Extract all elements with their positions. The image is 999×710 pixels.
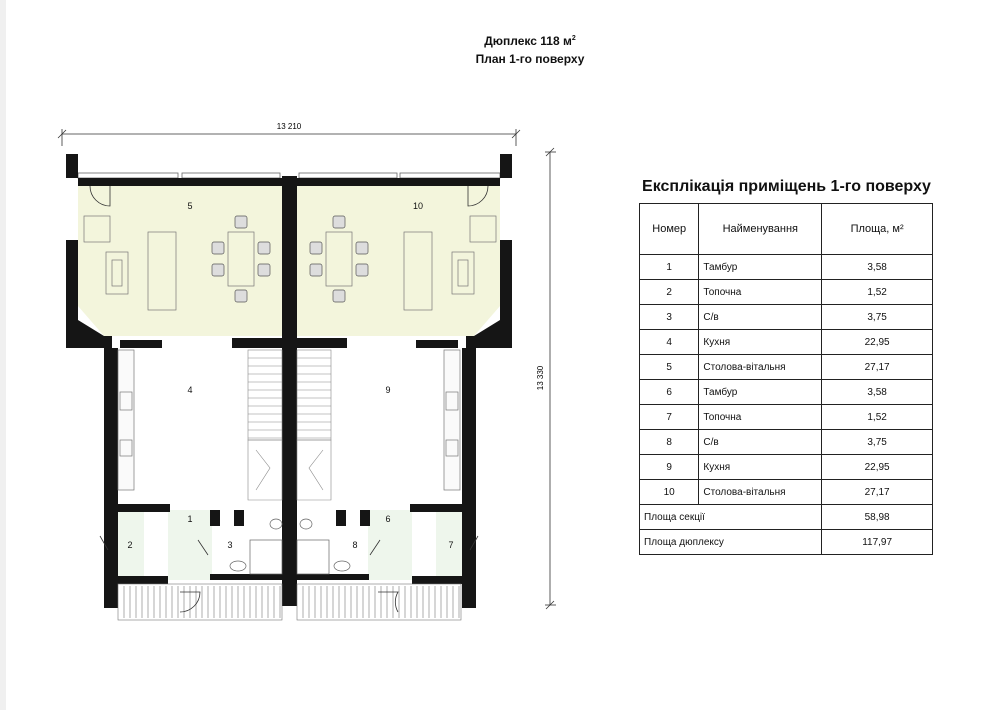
- living-room-right-fill: [297, 185, 500, 336]
- table-row: [640, 380, 933, 405]
- room-number: 10: [412, 201, 424, 211]
- room-number: 9: [385, 385, 391, 395]
- table-row: [640, 480, 933, 505]
- table-row: [640, 255, 933, 280]
- row-area: 3,75: [822, 430, 933, 455]
- row-name: Столова-вітальня: [699, 480, 822, 505]
- room-number: 3: [227, 540, 233, 550]
- table-header-row: [640, 204, 933, 255]
- chair: [212, 264, 224, 276]
- table-row: [640, 330, 933, 355]
- table-row: [640, 305, 933, 330]
- total-row: [640, 530, 933, 555]
- row-area: 3,58: [822, 380, 933, 405]
- total-row: [640, 505, 933, 530]
- table-row: [640, 430, 933, 455]
- explication-table: [639, 203, 933, 555]
- chair: [258, 242, 270, 254]
- row-name: Тамбур: [699, 255, 822, 280]
- chair: [356, 242, 368, 254]
- row-name: Кухня: [699, 455, 822, 480]
- row-number: 9: [640, 455, 699, 480]
- chair: [212, 242, 224, 254]
- chair: [310, 264, 322, 276]
- header-area: Площа, м²: [822, 204, 933, 255]
- row-number: 10: [640, 480, 699, 505]
- table-row: [640, 405, 933, 430]
- chair: [333, 216, 345, 228]
- table-row: [640, 455, 933, 480]
- room-number: 2: [127, 540, 133, 550]
- row-name: Столова-вітальня: [699, 355, 822, 380]
- chair: [310, 242, 322, 254]
- explication-title: Експлікація приміщень 1-го поверху: [642, 178, 931, 195]
- row-number: 2: [640, 280, 699, 305]
- room-number: 5: [187, 201, 193, 211]
- row-area: 22,95: [822, 330, 933, 355]
- row-number: 4: [640, 330, 699, 355]
- room-number: 7: [448, 540, 454, 550]
- header-name: Найменування: [699, 204, 822, 255]
- plan-title: Дюплекс 118 $м^2$: [484, 34, 576, 48]
- living-room-left-fill: [78, 185, 282, 336]
- chair: [235, 216, 247, 228]
- total-label: Площа дюплексу: [640, 530, 822, 555]
- row-number: 1: [640, 255, 699, 280]
- room-number: 8: [352, 540, 358, 550]
- row-name: С/в: [699, 430, 822, 455]
- chair: [356, 264, 368, 276]
- row-name: Кухня: [699, 330, 822, 355]
- row-number: 6: [640, 380, 699, 405]
- row-area: 27,17: [822, 355, 933, 380]
- dimension-depth: 13 330: [536, 365, 545, 391]
- row-number: 8: [640, 430, 699, 455]
- dimension-width: 13 210: [276, 122, 302, 131]
- row-area: 3,58: [822, 255, 933, 280]
- row-name: Топочна: [699, 280, 822, 305]
- row-area: 22,95: [822, 455, 933, 480]
- chair: [333, 290, 345, 302]
- chair: [258, 264, 270, 276]
- row-number: 5: [640, 355, 699, 380]
- room-number: 6: [385, 514, 391, 524]
- row-area: 1,52: [822, 280, 933, 305]
- table-row: [640, 355, 933, 380]
- row-name: Топочна: [699, 405, 822, 430]
- plan-subtitle: План 1-го поверху: [475, 52, 585, 66]
- room-number: 4: [187, 385, 193, 395]
- room-number: 1: [187, 514, 193, 524]
- total-label: Площа секції: [640, 505, 822, 530]
- total-area: 117,97: [822, 530, 933, 555]
- row-area: 1,52: [822, 405, 933, 430]
- row-name: С/в: [699, 305, 822, 330]
- table-row: [640, 280, 933, 305]
- row-number: 3: [640, 305, 699, 330]
- row-area: 3,75: [822, 305, 933, 330]
- chair: [235, 290, 247, 302]
- row-number: 7: [640, 405, 699, 430]
- dimension-depth-line: [545, 148, 556, 609]
- row-name: Тамбур: [699, 380, 822, 405]
- total-area: 58,98: [822, 505, 933, 530]
- row-area: 27,17: [822, 480, 933, 505]
- dimension-width-line: [58, 129, 520, 146]
- header-number: Номер: [640, 204, 699, 255]
